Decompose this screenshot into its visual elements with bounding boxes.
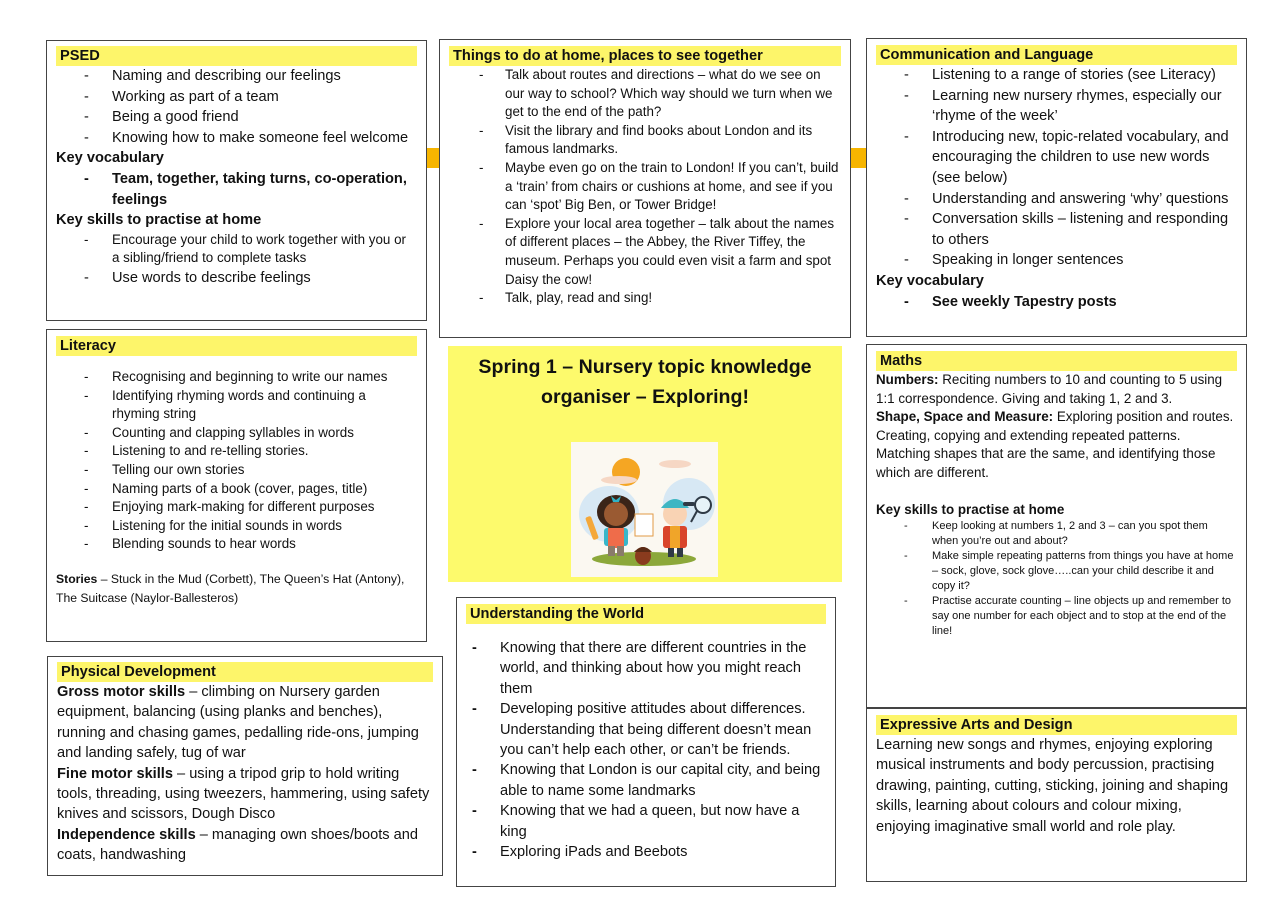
things-list [449,66,841,308]
understanding-world-panel [456,597,836,887]
list-item: - Blending sounds to hear words [56,535,417,554]
maths-shape [876,408,1237,482]
list-item: - Telling our own stories [56,461,417,480]
comm-vocab-list [876,292,1237,313]
expressive-heading: Expressive Arts and Design [876,715,1237,735]
list-item: - Naming parts of a book (cover, pages, title) [56,480,417,499]
fine-text: – using a tripod grip to hold writing tools, threading, using tweezers, hammering, using safety knives and scissors, Dough Disco [57,765,430,823]
literacy-panel [46,329,427,642]
list-item: - Talk about routes and directions – what do we see on our way to school? Which way should we turn when we get to the end of the path? [449,66,841,122]
title-line-2: organiser – Exploring! [541,386,749,408]
list-item: - Enjoying mark-making for different purposes [56,498,417,517]
list-item: - Make simple repeating patterns from things you have at home – sock, glove, sock glove…..can your child describe it and copy it? [876,549,1237,594]
physical-gross [57,682,433,764]
list-item: - Team, together, taking turns, co-operation, feelings [56,169,417,210]
list-item: - Naming and describing our feelings [56,66,417,87]
children-explorers-icon [571,442,718,577]
shape-text: Exploring position and routes. Creating, copying and extending repeated patterns. Matching shapes that are the same, and identifying those which are different. [876,409,1234,480]
comm-vocab-heading: Key vocabulary [876,272,984,289]
connector-right [851,148,866,168]
world-list [466,638,826,862]
list-item: - Speaking in longer sentences [876,250,1237,271]
list-item: - Listening for the initial sounds in words [56,517,417,536]
list-item: - Being a good friend [56,107,417,128]
list-item: - Keep looking at numbers 1, 2 and 3 – can you spot them when you’re out and about? [876,519,1237,549]
physical-independence [57,825,433,866]
list-item: - Practise accurate counting – line objects up and remember to say one number for each object and to stop at the end of the line! [876,594,1237,639]
maths-panel [866,344,1247,708]
psed-skills-list [56,231,417,288]
list-item: - Recognising and beginning to write our names [56,368,417,387]
psed-list [56,66,417,148]
physical-development-panel [47,656,443,876]
list-item: - Working as part of a team [56,87,417,108]
title-line-1: Spring 1 – Nursery topic knowledge [478,356,812,378]
list-item: - Understanding and answering ‘why’ questions [876,189,1237,210]
list-item: - See weekly Tapestry posts [876,292,1237,313]
expressive-arts-panel [866,708,1247,882]
list-item: - Use words to describe feelings [56,268,417,288]
list-item: - Visit the library and find books about London and its famous landmarks. [449,122,841,159]
stories-label: Stories [56,571,98,586]
numbers-text: Reciting numbers to 10 and counting to 5 using 1:1 correspondence. Giving and taking 1, 2 and 3. [876,372,1223,406]
physical-fine [57,764,433,825]
numbers-label: Numbers: [876,372,939,387]
comm-list [876,65,1237,271]
psed-heading: PSED [56,46,417,66]
connector-left [427,148,439,168]
psed-vocab-heading: Key vocabulary [56,150,164,167]
psed-panel [46,40,427,321]
literacy-list [56,368,417,554]
list-item: - Maybe even go on the train to London! If you can’t, build a ‘train’ from chairs or cushions at home, and see if you can ‘spot’ Big Ben, or Tower Bridge! [449,159,841,215]
list-item: - Knowing how to make someone feel welcome [56,128,417,149]
psed-skills-heading: Key skills to practise at home [56,212,262,229]
indep-label: Independence skills [57,826,196,843]
list-item: - Introducing new, topic-related vocabulary, and encouraging the children to use new words (see below) [876,127,1237,189]
literacy-heading: Literacy [56,336,417,356]
expressive-text: Learning new songs and rhymes, enjoying exploring musical instruments and body percussion, practising drawing, painting, cutting, sticking, joining and shaping skills, learning about colours and colour mixing, enjoying imaginative small world and role play. [876,737,1229,835]
list-item: - Knowing that we had a queen, but now have a king [466,801,826,842]
gross-text: – climbing on Nursery garden equipment, balancing (using planks and benches), running and chasing games, pedalling ride-ons, jumping and landing safely, tug of war [57,684,419,762]
shape-label: Shape, Space and Measure: [876,409,1054,425]
literacy-stories [56,570,417,607]
explorers-illustration [571,442,718,577]
psed-vocab-list [56,169,417,210]
fine-label: Fine motor skills [57,765,173,782]
world-heading: Understanding the World [466,604,826,624]
list-item: - Knowing that London is our capital city, and being able to name some landmarks [466,760,826,801]
comm-heading: Communication and Language [876,45,1237,65]
physical-heading: Physical Development [57,662,433,682]
list-item: - Talk, play, read and sing! [449,289,841,308]
things-heading: Things to do at home, places to see together [449,46,841,66]
maths-numbers [876,371,1237,408]
page-title [448,352,842,412]
communication-language-panel [866,38,1247,337]
stories-text: – Stuck in the Mud (Corbett), The Queen’s Hat (Antony), The Suitcase (Naylor-Ballesteros) [56,571,405,605]
maths-heading: Maths [876,351,1237,371]
gross-label: Gross motor skills [57,684,186,700]
list-item: - Identifying rhyming words and continuing a rhyming string [56,387,417,424]
maths-skills-heading: Key skills to practise at home [876,501,1065,517]
list-item: - Explore your local area together – talk about the names of different places – the Abbey, the River Tiffey, the museum. Perhaps you could even visit a farm and spot Daisy the cow! [449,215,841,289]
things-to-do-panel [439,39,851,338]
title-panel [448,346,842,582]
list-item: - Listening to and re-telling stories. [56,442,417,461]
list-item: - Exploring iPads and Beebots [466,842,826,862]
list-item: - Learning new nursery rhymes, especially our ‘rhyme of the week’ [876,86,1237,127]
list-item: - Conversation skills – listening and responding to others [876,209,1237,250]
list-item: - Knowing that there are different countries in the world, and thinking about how you might reach them [466,638,826,699]
list-item: - Listening to a range of stories (see Literacy) [876,65,1237,86]
list-item: - Encourage your child to work together with you or a sibling/friend to complete tasks [56,231,417,268]
maths-skills-list [876,519,1237,639]
list-item: - Developing positive attitudes about differences. Understanding that being different doesn’t mean you can’t help each other, or can’t be friends. [466,699,826,760]
indep-text: – managing own shoes/boots and coats, handwashing [57,826,419,864]
list-item: - Counting and clapping syllables in words [56,424,417,443]
